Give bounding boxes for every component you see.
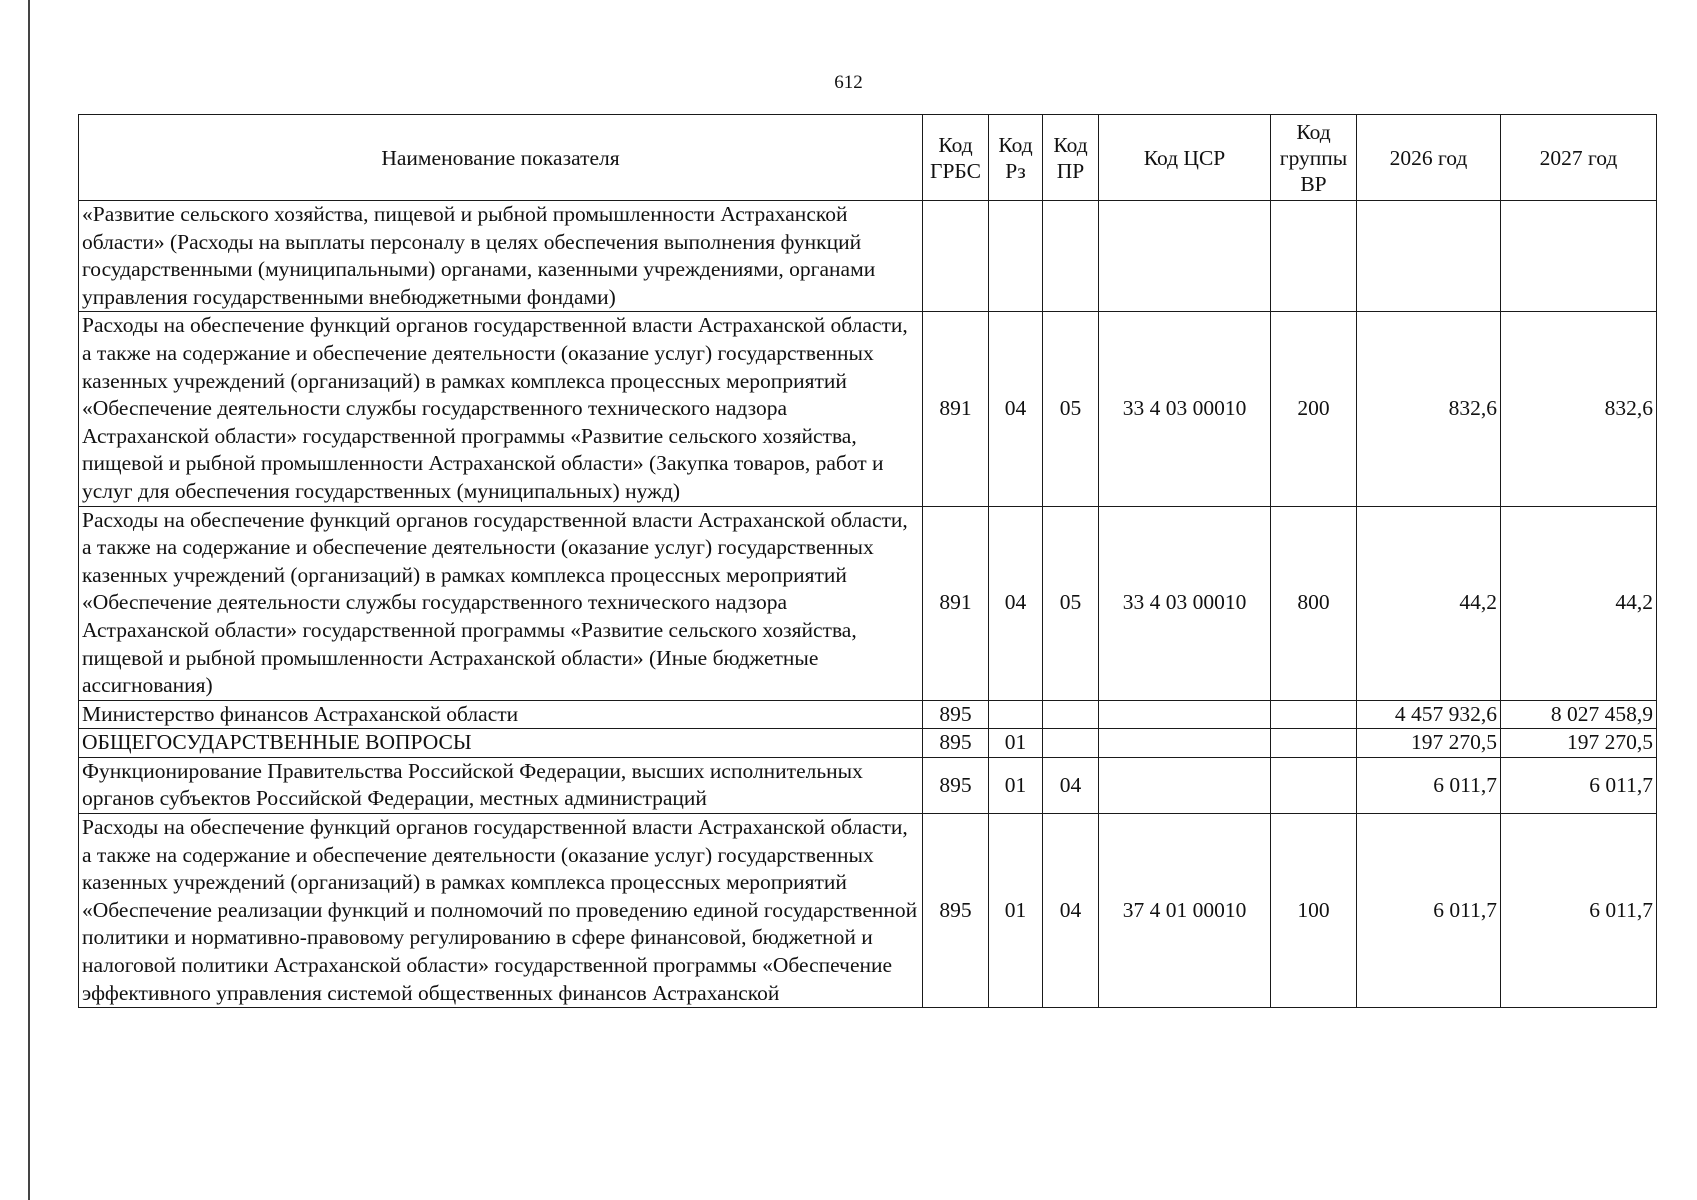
cell-2026: 4 457 932,6 bbox=[1357, 700, 1501, 729]
header-name: Наименование показателя bbox=[79, 115, 923, 201]
cell-vr: 200 bbox=[1271, 312, 1357, 506]
table-row bbox=[79, 700, 1657, 729]
cell-2026: 44,2 bbox=[1357, 506, 1501, 700]
cell-vr bbox=[1271, 700, 1357, 729]
cell-rz: 04 bbox=[989, 506, 1043, 700]
header-2027: 2027 год bbox=[1501, 115, 1657, 201]
cell-rz bbox=[989, 700, 1043, 729]
cell-2027: 6 011,7 bbox=[1501, 814, 1657, 1008]
cell-2026: 6 011,7 bbox=[1357, 814, 1501, 1008]
cell-grbs: 891 bbox=[923, 312, 989, 506]
header-rz: Код Рз bbox=[989, 115, 1043, 201]
cell-2027 bbox=[1501, 201, 1657, 312]
cell-2027: 197 270,5 bbox=[1501, 729, 1657, 758]
table-header-row bbox=[79, 115, 1657, 201]
cell-2026: 197 270,5 bbox=[1357, 729, 1501, 758]
cell-pr bbox=[1043, 700, 1099, 729]
table-row bbox=[79, 729, 1657, 758]
cell-name: «Развитие сельского хозяйства, пищевой и рыбной промышленности Астраханской области» (Расходы на выплаты персоналу в целях обеспечения выполнения функций государственными (муниципальными) органами, казенными учреждениями, органами управления государственными внебюджетными фондами) bbox=[79, 201, 923, 312]
cell-vr: 800 bbox=[1271, 506, 1357, 700]
cell-grbs: 891 bbox=[923, 506, 989, 700]
header-2026: 2026 год bbox=[1357, 115, 1501, 201]
cell-csr: 33 4 03 00010 bbox=[1099, 312, 1271, 506]
cell-2026: 832,6 bbox=[1357, 312, 1501, 506]
cell-rz: 04 bbox=[989, 312, 1043, 506]
cell-2027: 6 011,7 bbox=[1501, 757, 1657, 813]
cell-vr bbox=[1271, 201, 1357, 312]
cell-2027: 832,6 bbox=[1501, 312, 1657, 506]
cell-grbs: 895 bbox=[923, 729, 989, 758]
cell-grbs bbox=[923, 201, 989, 312]
cell-grbs: 895 bbox=[923, 814, 989, 1008]
cell-grbs: 895 bbox=[923, 700, 989, 729]
cell-pr: 05 bbox=[1043, 506, 1099, 700]
table-row bbox=[79, 201, 1657, 312]
cell-name: Расходы на обеспечение функций органов государственной власти Астраханской области, а также на содержание и обеспечение деятельности (оказание услуг) государственных казенных учреждений (организаций) в рамках комплекса процессных мероприятий «Обеспечение деятельности службы государственного технического надзора Астраханской области» государственной программы «Развитие сельского хозяйства, пищевой и рыбной промышленности Астраханской области» (Иные бюджетные ассигнования) bbox=[79, 506, 923, 700]
cell-csr bbox=[1099, 729, 1271, 758]
table-row bbox=[79, 506, 1657, 700]
header-pr: Код ПР bbox=[1043, 115, 1099, 201]
cell-name: Расходы на обеспечение функций органов государственной власти Астраханской области, а также на содержание и обеспечение деятельности (оказание услуг) государственных казенных учреждений (организаций) в рамках комплекса процессных мероприятий «Обеспечение реализации функций и полномочий по проведению единой государственной политики и нормативно-правовому регулированию в сфере финансовой, бюджетной и налоговой политики Астраханской области» государственной программы «Обеспечение эффективного управления системой общественных финансов Астраханской bbox=[79, 814, 923, 1008]
table-row bbox=[79, 814, 1657, 1008]
cell-2027: 44,2 bbox=[1501, 506, 1657, 700]
cell-csr: 33 4 03 00010 bbox=[1099, 506, 1271, 700]
cell-name: Функционирование Правительства Российской Федерации, высших исполнительных органов субъектов Российской Федерации, местных администраций bbox=[79, 757, 923, 813]
header-vr: Код группы ВР bbox=[1271, 115, 1357, 201]
cell-csr bbox=[1099, 201, 1271, 312]
cell-rz: 01 bbox=[989, 757, 1043, 813]
cell-pr bbox=[1043, 729, 1099, 758]
cell-csr bbox=[1099, 757, 1271, 813]
cell-vr: 100 bbox=[1271, 814, 1357, 1008]
table-row bbox=[79, 757, 1657, 813]
cell-2027: 8 027 458,9 bbox=[1501, 700, 1657, 729]
cell-rz: 01 bbox=[989, 729, 1043, 758]
left-margin-line bbox=[28, 0, 30, 1200]
cell-pr: 04 bbox=[1043, 814, 1099, 1008]
cell-2026: 6 011,7 bbox=[1357, 757, 1501, 813]
table-row bbox=[79, 312, 1657, 506]
header-grbs: Код ГРБС bbox=[923, 115, 989, 201]
budget-table bbox=[78, 114, 1657, 1008]
cell-name: Министерство финансов Астраханской области bbox=[79, 700, 923, 729]
cell-pr bbox=[1043, 201, 1099, 312]
cell-pr: 04 bbox=[1043, 757, 1099, 813]
cell-pr: 05 bbox=[1043, 312, 1099, 506]
cell-vr bbox=[1271, 729, 1357, 758]
header-csr: Код ЦСР bbox=[1099, 115, 1271, 201]
cell-rz bbox=[989, 201, 1043, 312]
cell-vr bbox=[1271, 757, 1357, 813]
cell-name: ОБЩЕГОСУДАРСТВЕННЫЕ ВОПРОСЫ bbox=[79, 729, 923, 758]
cell-grbs: 895 bbox=[923, 757, 989, 813]
cell-csr bbox=[1099, 700, 1271, 729]
cell-csr: 37 4 01 00010 bbox=[1099, 814, 1271, 1008]
cell-rz: 01 bbox=[989, 814, 1043, 1008]
cell-name: Расходы на обеспечение функций органов государственной власти Астраханской области, а также на содержание и обеспечение деятельности (оказание услуг) государственных казенных учреждений (организаций) в рамках комплекса процессных мероприятий «Обеспечение деятельности службы государственного технического надзора Астраханской области» государственной программы «Развитие сельского хозяйства, пищевой и рыбной промышленности Астраханской области» (Закупка товаров, работ и услуг для обеспечения государственных (муниципальных) нужд) bbox=[79, 312, 923, 506]
cell-2026 bbox=[1357, 201, 1501, 312]
page-number: 612 bbox=[834, 72, 863, 93]
